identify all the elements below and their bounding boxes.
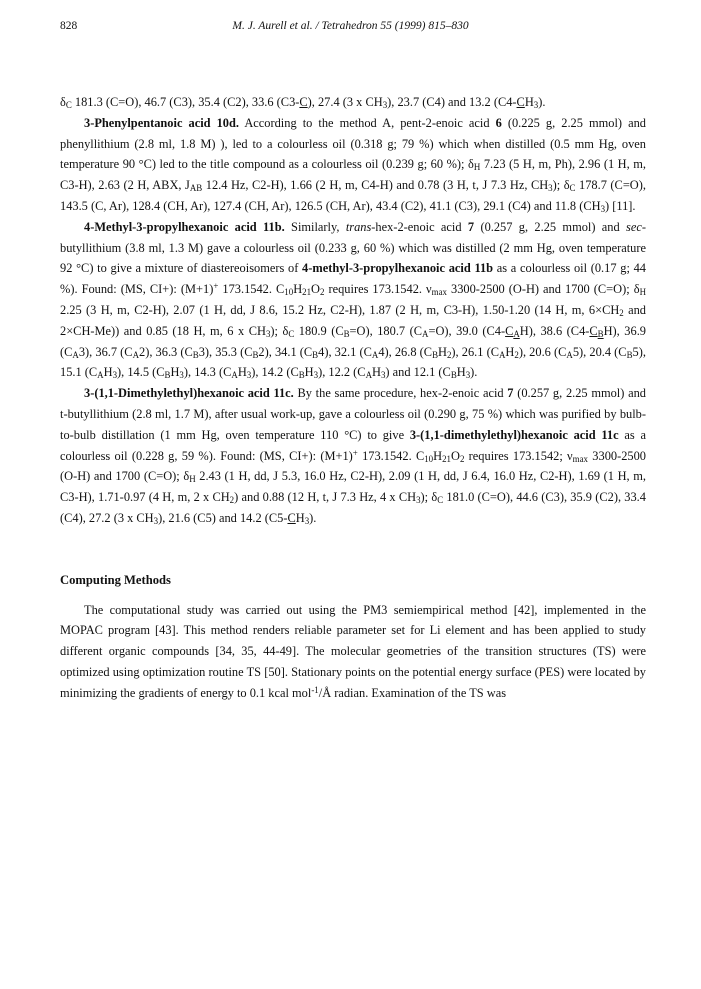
compound-11c-paragraph: 3-(1,1-Dimethylethyl)hexanoic acid 11c. By the same procedure, hex-2-enoic acid 7 (0.257 g, 2.25 mmol) and t-butyllithium (2.8 ml, 1.7 M), after usual work-up, gave a colourless oil (0.290 g, 75 %) which was purified by bulb-to-bulb distillation (1 mm Hg, oven temperature 110 °C) to give 3-(1,1-dimethylethyl)hexanoic acid 11c as a colourless oil (0.228 g, 59 %). Found: (MS, CI+): (M+1)+ 173.1542. $C_{10}H_{21}O_2$ requires 173.1542; $\nu_{max}$ 3300-2500 (O-H) and 1700 (C=O); $\delta_H$ 2.43 (1 H, dd, J 5.3, 16.0 Hz, C2-H), 2.09 (1 H, dd, J 6.4, 16.0 Hz, C2-H), 1.69 (1 H, m, C3-H), 1.71-0.97 (4 H, m, 2 x $CH_2$) and 0.88 (12 H, t, J 7.3 Hz, 4 x $CH_3$); $\delta_C$ 181.0 (C=O), 44.6 (C3), 35.9 (C2), 33.4 (C4), 27.2 (3 x $CH_3$), 21.6 (C5) and 14.2 $(C5-CH_3)$. xyxy=(60,386,646,527)
compound-title: 3-Phenylpentanoic acid 10d. xyxy=(84,115,239,130)
section-heading: Computing Methods xyxy=(60,572,171,587)
running-head xyxy=(60,20,641,36)
compound-title: 3-(1,1-Dimethylethyl)hexanoic acid 11c. xyxy=(84,386,294,401)
journal-reference: M. J. Aurell et al. / Tetrahedron 55 (1999) 815–830 xyxy=(232,20,469,32)
page-number: 828 xyxy=(60,20,78,32)
computing-methods-paragraph: The computational study was carried out using the PM3 semiempirical method [42], implemented in the MOPAC program [43]. This method renders reliable parameter set for Li element and has been applied to study different organic compounds [34, 35, 44-49]. The molecular geometries of the transition structures (TS) were optimized using optimization routine TS [50]. Stationary points on the potential energy surface (PES) were located by minimizing the gradients of energy to 0.1 kcal mol$^{-1}$/Å radian. Examination of the TS was xyxy=(60,602,646,700)
compound-11b-paragraph: 4-Methyl-3-propylhexanoic acid 11b. Similarly, trans-hex-2-enoic acid 7 (0.257 g, 2.25 mmol) and sec-butyllithium (3.8 ml, 1.3 M) gave a colourless oil (0.233 g, 60 %) which was distilled (2 mm Hg, oven temperature 92 °C) to give a mixture of diastereoisomers of 4-methyl-3-propylhexanoic acid 11b as a colourless oil (0.17 g; 44 %). Found: (MS, CI+): (M+1)+ 173.1542. $C_{10}H_{21}O_2$ requires 173.1542. $\nu_{max}$ 3300-2500 (O-H) and 1700 (C=O); $\delta_H$ 2.25 (3 H, m, C2-H), 2.07 (1 H, dd, J 8.6, 15.2 Hz, C2-H), 1.87 (2 H, m, C3-H), 1.50-1.20 (14 H, m, $6\times CH_2$ and 2×CH-Me)) and 0.85 (18 H, m, 6 x $CH_3$); $\delta_C$ 180.9 $(C_B=O)$, 180.7 $(C_A=O)$, 39.0 $(C4-C_AH)$, 38.6 $(C4-C_BH)$, 36.9 $(C_A3)$, 36.7 $(C_A2)$, 36.3 $(C_B3)$, 35.3 $(C_B2)$, 34.1 $(C_B4)$, 32.1 $(C_A4)$, 26.8 $(C_BH_2)$, 26.1 $(C_AH_2)$, 20.6 $(C_A5)$, 20.4 $(C_B5)$, 15.1 $(C_AH_3)$, 14.5 $(C_BH_3)$, 14.3 $(C_AH_3)$, 14.2 $(C_BH_3)$, 12.2 $(C_AH_3)$ and 12.1 $(C_BH_3)$. xyxy=(60,219,646,381)
compound-title: 4-Methyl-3-propylhexanoic acid 11b. xyxy=(84,219,285,234)
nmr-data-continuation: $\delta_C$ 181.3 (C=O), 46.7 (C3), 35.4 (C2), 33.6 (C3-C), 27.4 (3 x $CH_3$), 23.7 (C4) and 13.2 $(C4-CH_3)$. xyxy=(60,95,546,111)
compound-10d-paragraph: 3-Phenylpentanoic acid 10d. According to the method A, pent-2-enoic acid 6 (0.225 g, 2.25 mmol) and phenyllithium (2.8 ml, 1.8 M) ), led to a colourless oil (0.318 g; 79 %) which when distilled (0.5 mm Hg, oven temperature 90 °C) led to the title compound as a colourless oil (0.239 g; 60 %); $\delta_H$ 7.23 (5 H, m, Ph), 2.96 (1 H, m, C3-H), 2.63 (2 H, ABX, $J_{AB}$ 12.4 Hz, C2-H), 1.66 (2 H, m, C4-H) and 0.78 (3 H, t, J 7.3 Hz, $CH_3$); $\delta_C$ 178.7 (C=O), 143.5 (C, Ar), 128.4 (CH, Ar), 127.4 (CH, Ar), 126.5 (CH, Ar), 43.4 (C2), 41.1 (C3), 29.1 (C4) and 11.8 $(CH_3)$ [11]. xyxy=(60,115,646,215)
article-body xyxy=(60,92,646,704)
